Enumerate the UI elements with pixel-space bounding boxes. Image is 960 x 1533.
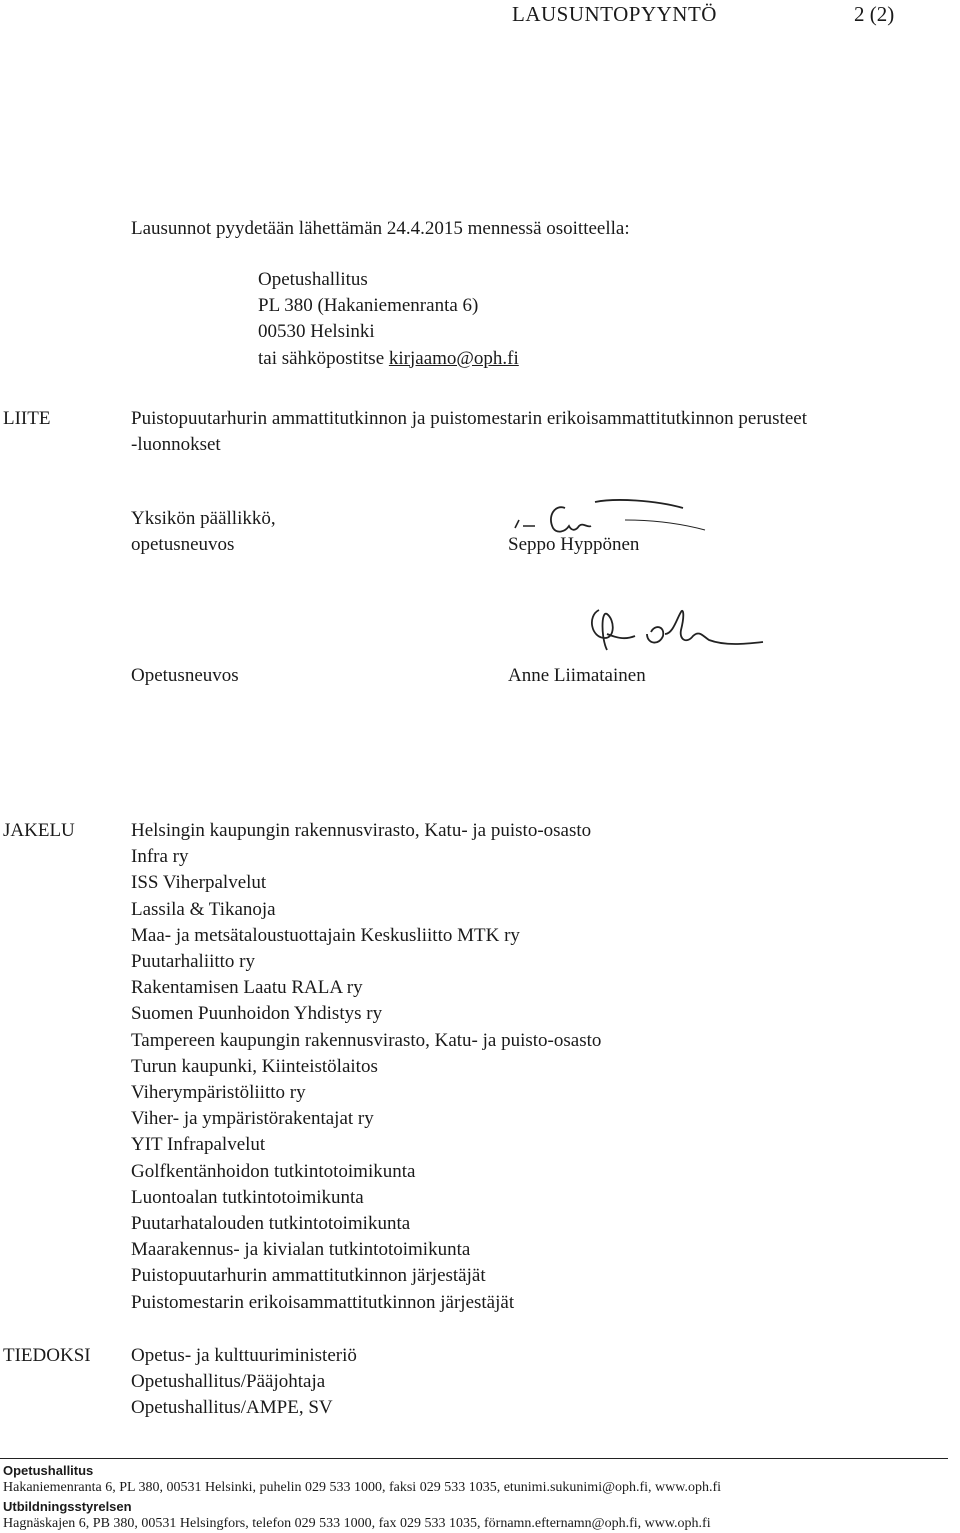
liite-line-2: -luonnokset bbox=[131, 434, 221, 456]
tiedoksi-item: Opetushallitus/Pääjohtaja bbox=[131, 1371, 326, 1393]
address-block bbox=[258, 267, 519, 372]
jakelu-item: Helsingin kaupungin rakennusvirasto, Katu- ja puisto-osasto bbox=[131, 820, 592, 841]
signer-1-name: Seppo Hyppönen bbox=[508, 534, 640, 555]
tiedoksi-list bbox=[131, 1343, 357, 1422]
jakelu-item: YIT Infrapalvelut bbox=[131, 1134, 266, 1156]
jakelu-item: ISS Viherpalvelut bbox=[131, 872, 267, 894]
jakelu-item: Puistopuutarhurin ammattitutkinnon järjestäjät bbox=[131, 1265, 486, 1287]
signer-2-title: Opetusneuvos bbox=[131, 665, 239, 686]
liite-label: LIITE bbox=[3, 408, 51, 429]
jakelu-item: Lassila & Tikanoja bbox=[131, 898, 276, 920]
footer-org-sv: Utbildningsstyrelsen bbox=[3, 1499, 132, 1514]
jakelu-item: Maa- ja metsätaloustuottajain Keskusliitto MTK ry bbox=[131, 924, 520, 946]
footer-org-fi: Opetushallitus bbox=[3, 1463, 94, 1478]
footer-contact-fi: Hakaniemenranta 6, PL 380, 00531 Helsinki, puhelin 029 533 1000, faksi 029 533 1035, etunimi.sukunimi@oph.fi, www.oph.fi bbox=[3, 1480, 721, 1495]
signer-1-title-line2: opetusneuvos bbox=[131, 534, 235, 556]
footer-divider bbox=[0, 1458, 948, 1459]
jakelu-item: Tampereen kaupungin rakennusvirasto, Katu- ja puisto-osasto bbox=[131, 1029, 602, 1051]
intro-text: Lausunnot pyydetään lähettämän 24.4.2015 mennessä osoitteella: bbox=[131, 218, 630, 239]
jakelu-item: Infra ry bbox=[131, 846, 189, 868]
jakelu-list bbox=[131, 818, 601, 1316]
jakelu-item: Viherympäristöliitto ry bbox=[131, 1082, 306, 1104]
signature-2-scribble bbox=[585, 590, 775, 660]
jakelu-item: Viher- ja ympäristörakentajat ry bbox=[131, 1108, 374, 1130]
jakelu-item: Golfkentänhoidon tutkintotoimikunta bbox=[131, 1160, 416, 1182]
signer-2-name: Anne Liimatainen bbox=[508, 665, 646, 686]
address-email-line bbox=[258, 346, 519, 372]
jakelu-item: Puistomestarin erikoisammattitutkinnon järjestäjät bbox=[131, 1291, 515, 1313]
tiedoksi-item: Opetushallitus/AMPE, SV bbox=[131, 1397, 333, 1419]
page-number: 2 (2) bbox=[854, 2, 895, 26]
signer-1-title-line1: Yksikön päällikkö, bbox=[131, 508, 276, 529]
tiedoksi-item: Opetus- ja kulttuuriministeriö bbox=[131, 1345, 357, 1366]
address-email-prefix: tai sähköpostitse bbox=[258, 347, 389, 369]
jakelu-item: Suomen Puunhoidon Yhdistys ry bbox=[131, 1003, 383, 1025]
signer-1-title bbox=[131, 506, 276, 558]
jakelu-item: Maarakennus- ja kivialan tutkintotoimikunta bbox=[131, 1239, 471, 1261]
jakelu-item: Turun kaupunki, Kiinteistölaitos bbox=[131, 1055, 378, 1077]
jakelu-item: Rakentamisen Laatu RALA ry bbox=[131, 977, 363, 999]
document-type: LAUSUNTOPYYNTÖ bbox=[512, 2, 717, 26]
jakelu-label: JAKELU bbox=[3, 820, 75, 841]
jakelu-item: Puutarhatalouden tutkintotoimikunta bbox=[131, 1213, 411, 1235]
jakelu-item: Puutarhaliitto ry bbox=[131, 951, 256, 973]
jakelu-item: Luontoalan tutkintotoimikunta bbox=[131, 1186, 364, 1208]
footer-contact-sv: Hagnäskajen 6, PB 380, 00531 Helsingfors, telefon 029 533 1000, fax 029 533 1035, förnamn.efternamn@oph.fi, www.oph.fi bbox=[3, 1516, 711, 1531]
address-name: Opetushallitus bbox=[258, 269, 368, 290]
tiedoksi-label: TIEDOKSI bbox=[3, 1345, 91, 1366]
address-po: PL 380 (Hakaniemenranta 6) bbox=[258, 295, 479, 317]
email-link[interactable]: kirjaamo@oph.fi bbox=[388, 347, 519, 369]
liite-line-1: Puistopuutarhurin ammattitutkinnon ja puistomestarin erikoisammattitutkinnon perusteet bbox=[131, 408, 807, 429]
address-city: 00530 Helsinki bbox=[258, 321, 375, 343]
liite-content bbox=[131, 406, 807, 458]
